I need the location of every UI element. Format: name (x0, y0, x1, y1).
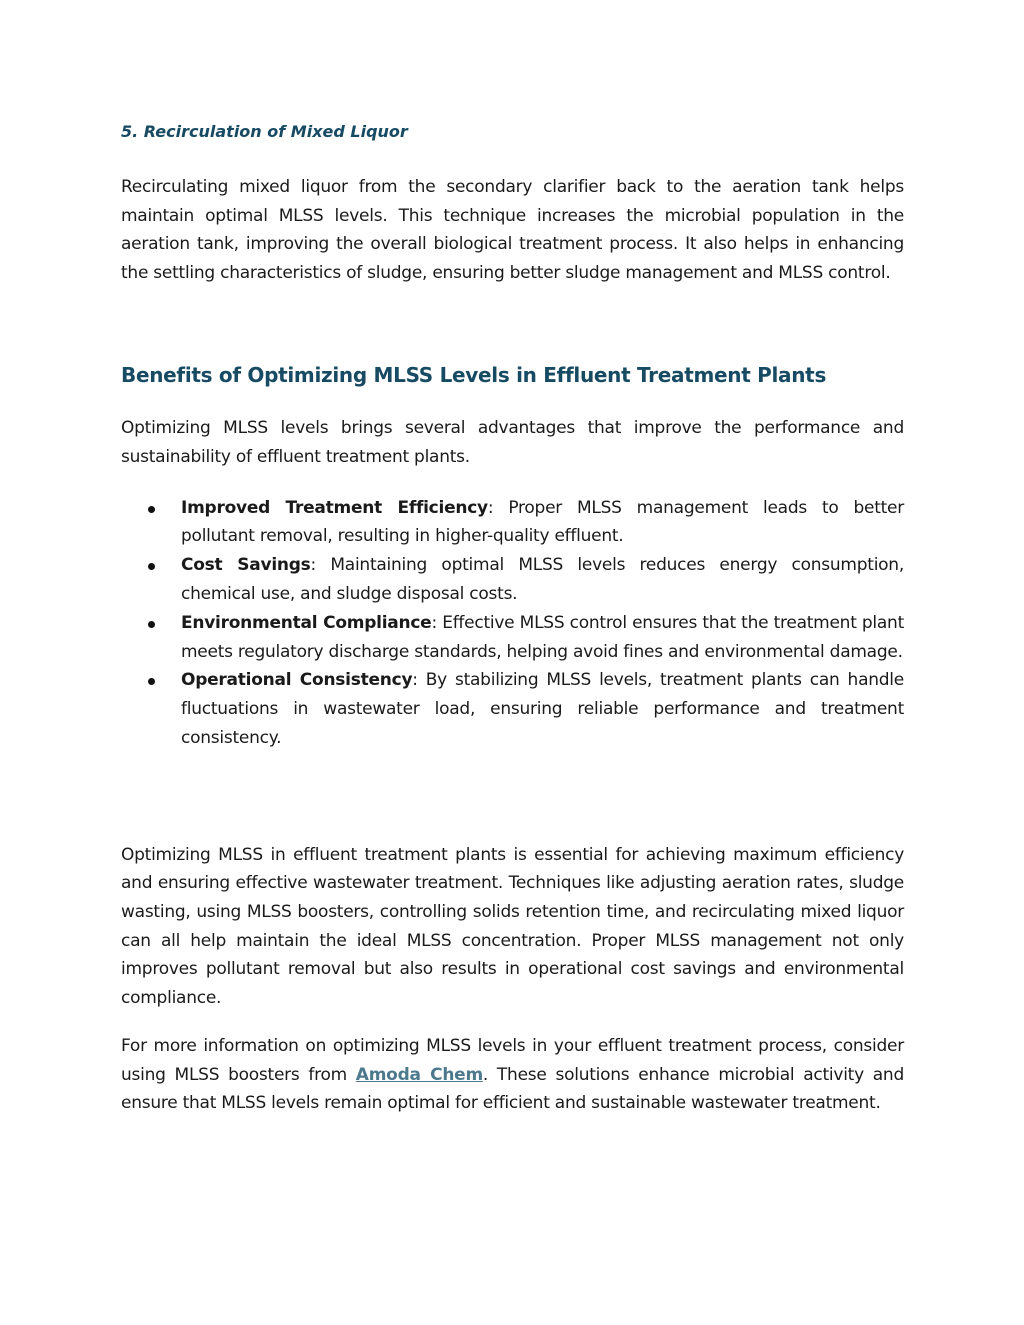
benefit-text: : By stabilizing MLSS levels, treatment plants can handle fluctuations in wastewater load, ensuring reliable performance and treatment consistency. (181, 670, 904, 748)
cta-text-after: . These solutions enhance microbial activity and ensure that MLSS levels remain optimal for efficient and sustainable wastewater treatment. (121, 1064, 904, 1114)
bullet-dot-icon (148, 563, 155, 570)
benefits-list (121, 494, 904, 753)
benefit-item (181, 494, 904, 552)
bullet-dot-icon (148, 621, 155, 628)
cta-text-before: For more information on optimizing MLSS levels in your effluent treatment process, consider using MLSS boosters from (121, 1036, 904, 1085)
benefit-text: : Maintaining optimal MLSS levels reduces energy consumption, chemical use, and sludge disposal costs. (181, 555, 904, 604)
bullet-dot-icon (148, 506, 155, 513)
benefit-term: Operational Consistency (181, 670, 413, 691)
benefit-item (181, 666, 904, 752)
benefit-text: : Effective MLSS control ensures that the treatment plant meets regulatory discharge standards, helping avoid fines and environmental damage. (181, 612, 904, 662)
section-5-heading: 5. Recirculation of Mixed Liquor (121, 122, 408, 141)
benefits-heading: Benefits of Optimizing MLSS Levels in Effluent Treatment Plants (121, 363, 827, 388)
benefits-intro: Optimizing MLSS levels brings several advantages that improve the performance and sustainability of effluent treatment plants. (121, 418, 904, 467)
benefit-item (181, 551, 904, 609)
benefit-item (181, 609, 904, 667)
amoda-chem-link[interactable]: Amoda Chem (355, 1064, 483, 1085)
call-to-action-paragraph (121, 1032, 904, 1118)
section-5-paragraph: Recirculating mixed liquor from the secondary clarifier back to the aeration tank helps maintain optimal MLSS levels. This technique increases the microbial population in the aeration tank, improving the overall biological treatment process. It also helps in enhancing the settling characteristics of sludge, ensuring better sludge management and MLSS control. (121, 177, 904, 283)
benefit-text: : Proper MLSS management leads to better pollutant removal, resulting in higher-quality effluent. (181, 497, 904, 547)
bullet-dot-icon (148, 678, 155, 685)
benefit-term: Cost Savings (181, 555, 311, 576)
benefit-term: Improved Treatment Efficiency (181, 497, 488, 518)
benefit-term: Environmental Compliance (181, 612, 432, 633)
document-page (121, 118, 904, 1118)
conclusion-paragraph: Optimizing MLSS in effluent treatment plants is essential for achieving maximum efficiency and ensuring effective wastewater treatment. Techniques like adjusting aeration rates, sludge wasting, using MLSS boosters, controlling solids retention time, and recirculating mixed liquor can all help maintain the ideal MLSS concentration. Proper MLSS management not only improves pollutant removal but also results in operational cost savings and environmental compliance. (121, 844, 904, 1008)
